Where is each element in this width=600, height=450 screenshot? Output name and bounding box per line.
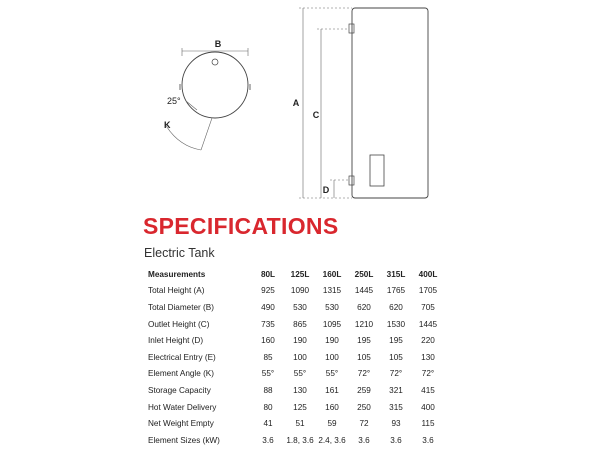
table-cell: 100	[293, 352, 307, 362]
label-b: B	[214, 39, 222, 49]
outlet-fitting	[349, 24, 354, 33]
table-cell: 1315	[322, 286, 342, 296]
table-cell: 1765	[386, 286, 406, 296]
table-cell: 161	[325, 385, 339, 395]
table-cell: 3.6	[422, 435, 434, 445]
table-cell: 1445	[418, 319, 438, 329]
table-row	[143, 349, 444, 366]
table-cell: 259	[357, 385, 371, 395]
table-cell: 220	[421, 336, 435, 346]
table-cell: 72°	[357, 369, 371, 379]
row-label: Electrical Entry (E)	[148, 352, 216, 362]
row-label: Storage Capacity	[148, 385, 211, 395]
table-cell: 55°	[325, 369, 339, 379]
table-cell: 321	[389, 385, 403, 395]
table-cell: 72°	[389, 369, 403, 379]
table-cell: 85	[263, 352, 273, 362]
table-cell: 415	[421, 385, 435, 395]
table-row	[143, 415, 444, 432]
inlet-fitting	[349, 176, 354, 185]
table-cell: 72°	[421, 369, 435, 379]
table-cell: 93	[391, 419, 401, 429]
row-label: Inlet Height (D)	[148, 336, 204, 346]
table-cell: 190	[325, 336, 339, 346]
table-row	[143, 332, 444, 349]
table-row	[143, 283, 444, 300]
table-cell: 51	[295, 419, 305, 429]
column-header-size: 315L	[386, 269, 406, 279]
table-cell: 1445	[354, 286, 374, 296]
table-body	[143, 283, 444, 449]
table-cell: 1210	[354, 319, 374, 329]
row-label: Total Height (A)	[148, 286, 205, 296]
table-row	[143, 316, 444, 333]
table-cell: 195	[389, 336, 403, 346]
table-cell: 490	[261, 302, 275, 312]
label-k: K	[164, 120, 171, 130]
table-cell: 315	[389, 402, 403, 412]
k-leader-line	[201, 118, 212, 150]
table-cell: 125	[293, 402, 307, 412]
table-row	[143, 432, 444, 449]
table-cell: 865	[293, 319, 307, 329]
table-cell: 735	[261, 319, 275, 329]
table-cell: 190	[293, 336, 307, 346]
table-cell: 130	[421, 352, 435, 362]
table-cell: 105	[389, 352, 403, 362]
table-cell: 2.4, 3.6	[318, 435, 346, 445]
table-cell: 160	[261, 336, 275, 346]
column-header-size: 160L	[322, 269, 342, 279]
column-header-size: 125L	[290, 269, 310, 279]
outlet-circle	[212, 59, 218, 65]
row-label: Net Weight Empty	[148, 419, 214, 429]
table-row	[143, 382, 444, 399]
table-cell: 100	[325, 352, 339, 362]
label-a: A	[292, 98, 300, 108]
table-cell: 3.6	[358, 435, 370, 445]
table-cell: 705	[421, 302, 435, 312]
table-cell: 105	[357, 352, 371, 362]
label-angle: 25°	[167, 96, 181, 106]
table-cell: 620	[389, 302, 403, 312]
column-header-size: 250L	[354, 269, 374, 279]
table-cell: 250	[357, 402, 371, 412]
table-cell: 41	[263, 419, 273, 429]
table-cell: 72	[359, 419, 369, 429]
table-header-row	[143, 266, 444, 283]
tank-top-outline	[182, 52, 248, 118]
tank-body	[352, 8, 428, 198]
row-label: Total Diameter (B)	[148, 302, 214, 312]
column-header-measurements: Measurements	[148, 269, 206, 279]
table-cell: 530	[325, 302, 339, 312]
table-row	[143, 399, 444, 416]
table-cell: 130	[293, 385, 307, 395]
table-cell: 1.8, 3.6	[286, 435, 314, 445]
table-cell: 55°	[261, 369, 275, 379]
label-c: C	[312, 110, 320, 120]
table-cell: 55°	[293, 369, 307, 379]
table-cell: 160	[325, 402, 339, 412]
table-cell: 400	[421, 402, 435, 412]
label-d: D	[322, 185, 330, 195]
product-subtitle: Electric Tank	[144, 246, 215, 260]
table-cell: 59	[327, 419, 337, 429]
row-label: Element Angle (K)	[148, 369, 214, 379]
table-cell: 1530	[386, 319, 406, 329]
table-cell: 1090	[290, 286, 310, 296]
table-row	[143, 366, 444, 383]
row-label: Hot Water Delivery	[148, 402, 217, 412]
column-header-size: 80L	[260, 269, 276, 279]
table-cell: 3.6	[262, 435, 274, 445]
row-label: Element Sizes (kW)	[148, 435, 220, 445]
table-row	[143, 299, 444, 316]
table-cell: 1095	[322, 319, 342, 329]
tank-side-view	[293, 8, 428, 198]
table-cell: 530	[293, 302, 307, 312]
row-label: Outlet Height (C)	[148, 319, 210, 329]
tank-top-view	[164, 39, 250, 150]
column-header-size: 400L	[418, 269, 438, 279]
specifications-title: SPECIFICATIONS	[143, 213, 339, 239]
table-cell: 88	[263, 385, 273, 395]
table-cell: 80	[263, 402, 273, 412]
element-cover	[370, 155, 384, 186]
tank-technical-drawing	[0, 0, 600, 210]
specifications-table	[143, 266, 444, 449]
table-cell: 195	[357, 336, 371, 346]
table-cell: 115	[421, 419, 435, 429]
table-cell: 925	[261, 286, 275, 296]
table-cell: 620	[357, 302, 371, 312]
table-cell: 1705	[418, 286, 438, 296]
table-cell: 3.6	[390, 435, 402, 445]
